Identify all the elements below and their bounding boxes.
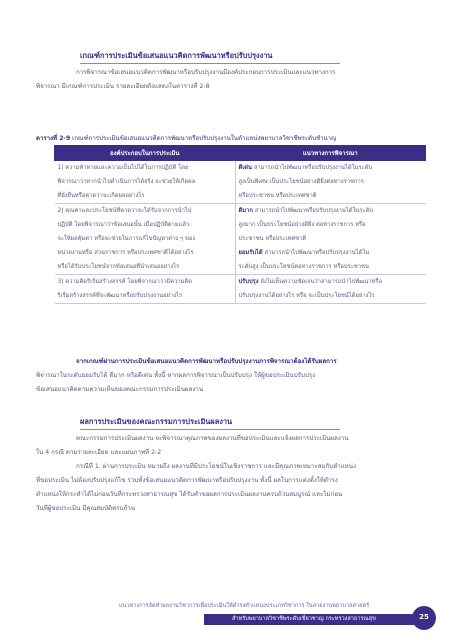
table-row [55, 161, 426, 204]
cell-line [239, 189, 423, 203]
caption-label: ตารางที่ 2-9 [36, 135, 71, 142]
cell-line [239, 260, 423, 274]
rating-text: สูงมาก เป็นประโยชน์อย่างดียิ่ง ต่อทางราชการ หรือ [238, 222, 366, 228]
table-caption [36, 133, 436, 143]
section-heading-committee-results [80, 416, 340, 430]
criteria-cell [55, 204, 236, 275]
rating-text: ปรับปรุงงานได้อย่างไร หรือ จะเป็นประโยชน์ได้อย่างไร [238, 293, 375, 299]
cell-line [239, 161, 423, 175]
guideline-cell [235, 204, 426, 275]
para-line: การพิจารณาข้อเสนอแนวคิดการพัฒนาหรือปรับปรุงงานมีองค์ประกอบการประเมินและแนวทางการ [76, 69, 336, 76]
cell-line: ริเริ่มสร้างสรรค์ที่จะพัฒนาหรือปรับปรุงงานอย่างไร [57, 293, 183, 299]
para-line: ตำแหน่งให้กระทำได้ไม่ก่อนวันที่กระทรวงสาธารณสุข ได้รับคำขอผลการประเมินผลงานครบถ้วนสมบูรณ์ และไม่ก่อน [36, 491, 343, 498]
header-criteria: องค์ประกอบในการประเมิน [55, 146, 236, 161]
cell-line [239, 218, 423, 232]
para-line: วันที่ผู้ขอประเมิน มีคุณสมบัติครบถ้วน [36, 505, 135, 512]
para-line: จากเกณฑ์ผ่านการประเมินข้อเสนอแนวคิดการพัฒนาหรือปรับปรุงงานการพิจารณาต้องได้รับผลการ [76, 358, 337, 365]
footer-subtitle: สำหรับพยาบาลวิชาชีพระดับเชี่ยวชาญ กระทรวงสาธารณสุข [232, 616, 376, 622]
heading-text: เกณฑ์การประเมินข้อเสนอแนวคิดการพัฒนาหรือปรับปรุงงาน [80, 51, 273, 60]
rating-term: ยอมรับได้ [238, 250, 263, 256]
guideline-cell [235, 161, 426, 204]
cell-line: 2) คุณค่าและประโยชน์ที่คาดว่าจะได้รับจากการนำไป [57, 208, 192, 214]
para-line: ใน 4 กรณี ตามรายละเอียด และแผนภาพที่ 2-2 [36, 449, 162, 456]
cell-line: 1) ความท้าทายและความเป็นไปได้ในการปฏิบัติ โดย [57, 165, 189, 171]
para-line: พิจารณา มีเกณฑ์การประเมิน รายละเอียดดังแสดงในตารางที่ 2-8 [36, 83, 210, 90]
rating-text: ยังไม่เห็นความชัดเจนว่าสามารถนำไปพัฒนาหรือ [258, 279, 382, 285]
guideline-cell [235, 275, 426, 304]
heading-underline [80, 429, 340, 430]
cell-line [239, 246, 423, 260]
table-row [55, 204, 426, 275]
cell-line: พิจารณาว่าหากนำไปดำเนินการได้จริง จะช่วยให้เกิดผล [57, 179, 196, 185]
rating-text: สามารถนำไปพัฒนาหรือปรับปรุงงานได้ในระดับ [251, 165, 373, 171]
heading-underline [80, 63, 340, 64]
criteria-table [54, 145, 426, 304]
rating-term: ปรับปรุง [238, 279, 259, 285]
rating-text: ระดับสูง เป็นประโยชน์ต่อทางราชการ หรือประชาชน [238, 264, 369, 270]
cell-line: 3) ความคิดริเริ่มสร้างสรรค์ โดยพิจารณาว่ามีความคิด [57, 279, 193, 285]
section3-paragraph [36, 432, 436, 516]
cell-line [239, 289, 423, 303]
cell-line [239, 275, 423, 289]
cell-line [239, 204, 423, 218]
rating-text: ประชาชน หรือประเทศชาติ [238, 236, 307, 242]
para-line: ข้อเสนอแนวคิดตามความเห็นของคณะกรรมการประเมินผลงาน [36, 386, 204, 393]
rating-term: ดีมาก [238, 208, 253, 214]
section1-paragraph [36, 66, 436, 94]
caption-text: เกณฑ์การประเมินข้อเสนอแนวคิดการพัฒนาหรือปรับปรุงงานในตำแหน่งพยาบาลวิชาชีพระดับชำนาญ [70, 135, 337, 142]
para-line: คณะกรรมการประเมินผลงาน จะพิจารณาคุณภาพของผลงานที่ขอประเมินและแจ้งผลการประเมินผลงาน [76, 435, 349, 442]
cell-line: ปฏิบัติ โดยพิจารณาว่าข้อเสนอนั้น เมื่อปฏิบัติตามแล้ว [57, 222, 190, 228]
rating-text: สามารถนำไปพัฒนาหรือปรับปรุงงานได้ใน [262, 250, 370, 256]
rating-text: หรือประชาชน หรือประเทศชาติ [238, 193, 317, 199]
cell-line: จะให้ผลคุ้มค่า หรือจะช่วยในการแก้ไขปัญหาต่าง ๆ ของ [57, 236, 196, 242]
cell-line [239, 232, 423, 246]
header-guideline: แนวทางการพิจารณา [235, 146, 426, 161]
para-line: พิจารณาในระดับยอมรับได้ ดีมาก หรือดีเด่น ทั้งนี้ หากผลการพิจารณาเป็นปรับปรุง ให้ผู้ขอประเมินปรับปรุง [36, 372, 316, 379]
page-number: 25 [419, 613, 429, 621]
cell-line [239, 175, 423, 189]
cell-line: ที่ยั่งยืนหรือคาดว่าจะเกิดผลอย่างไร [57, 193, 145, 199]
criteria-cell [55, 275, 236, 304]
page-footer [0, 602, 460, 640]
rating-text: สูงเป็นพิเศษ เป็นประโยชน์อย่างดียิ่งต่อทางราชการ [238, 179, 364, 185]
table-row [55, 275, 426, 304]
rating-term: ดีเด่น [238, 165, 252, 171]
criteria-cell [55, 161, 236, 204]
cell-line: หรือได้รับประโยชน์จากข้อเสนอที่นำเสนออย่างไร [57, 264, 180, 270]
section-heading-evaluation-criteria [80, 50, 340, 64]
cell-line: หน่วยงานหรือ ส่วนราชการ หรือประเทศชาติได้อย่างไร [57, 250, 194, 256]
page-number-badge [412, 606, 436, 630]
footer-title: แนวทางการจัดทำผลงานวิชาการเพื่อประเมินให้ดำรงตำแหน่งประเภทวิชาการ ในสายงานพยาบาลศาสตร์ [119, 603, 370, 609]
section2-paragraph [36, 355, 436, 397]
rating-text: สามารถนำไปพัฒนาหรือปรับปรุงงานได้ในระดับ [252, 208, 373, 214]
para-line: กรณีที่ 1. ผ่านการประเมิน หมายถึง ผลงานที่มีประโยชน์ในเชิงราชการ และมีคุณภาพเหมาะสมกับตำแหน่ง [76, 463, 357, 470]
para-line: ที่ขอประเมิน ไม่ต้องปรับปรุงแก้ไข รวมทั้งข้อเสนอแนวคิดการพัฒนาหรือปรับปรุงงาน ทั้งนี้ ผลในการแต่งตั้งให้ดำรง [36, 477, 338, 484]
heading-text: ผลการประเมินของคณะกรรมการประเมินผลงาน [80, 417, 233, 426]
